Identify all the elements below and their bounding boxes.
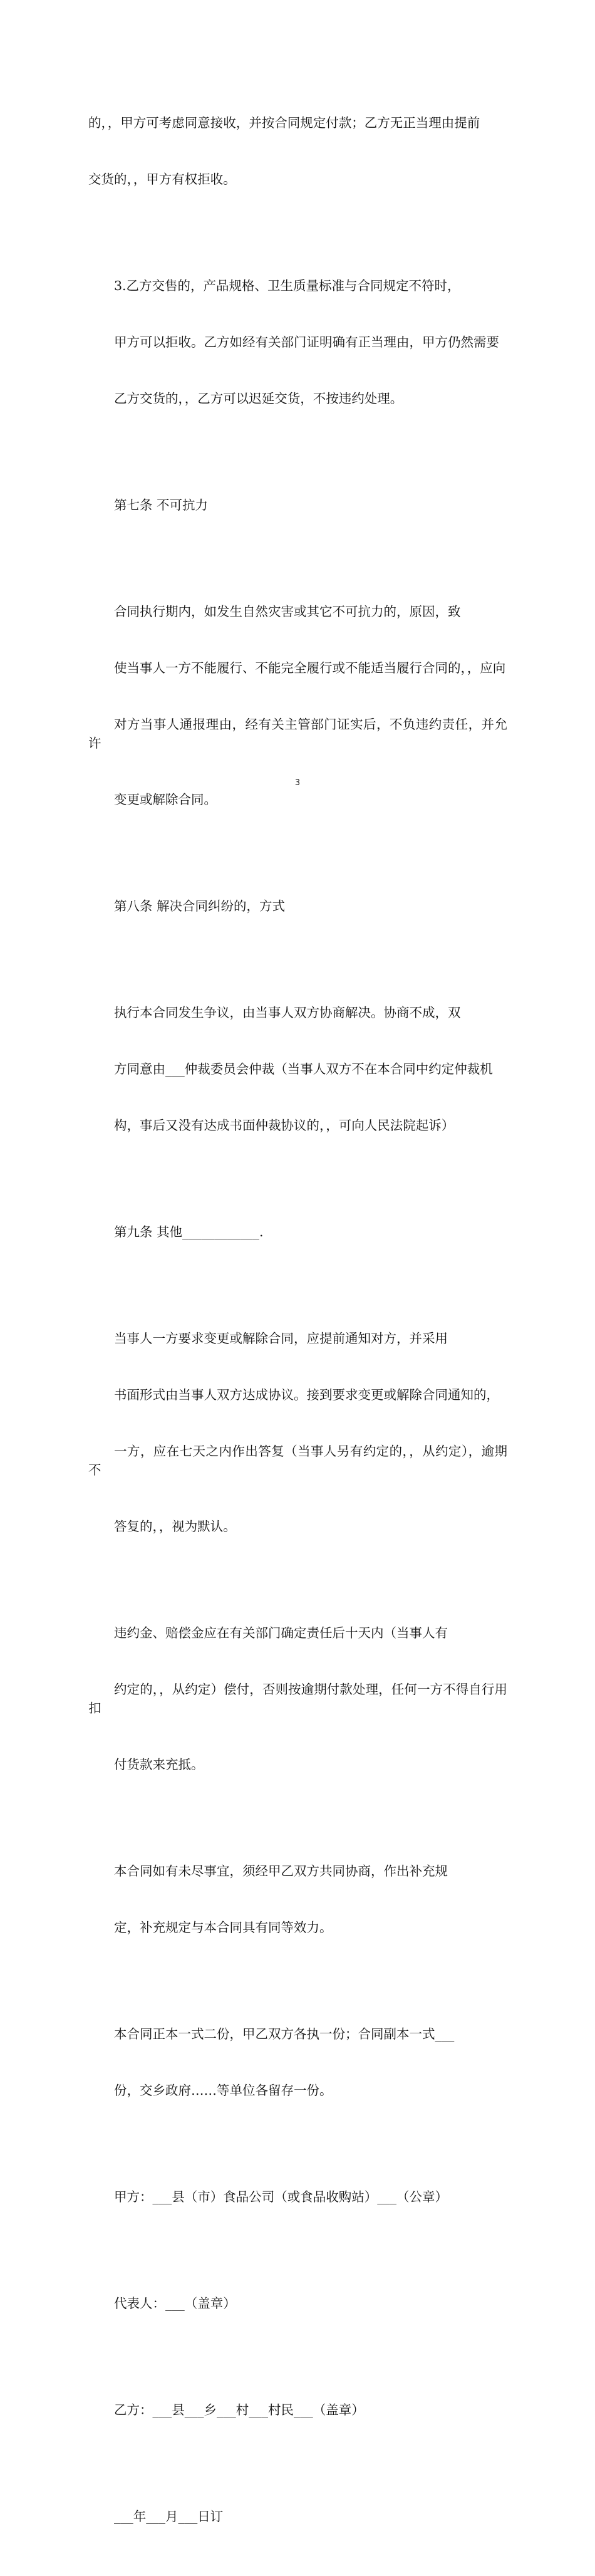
- text-line: 甲方：___县（市）食品公司（或食品收购站）___（公章）: [114, 2189, 448, 2204]
- signature-date: [88, 2469, 507, 2563]
- page-number: 3: [294, 778, 301, 788]
- text-line: 第七条 不可抗力: [114, 498, 209, 513]
- paragraph-penalty: [88, 1586, 507, 1812]
- paragraph-contract-change: [88, 1291, 507, 1573]
- signature-party-b: [88, 2363, 507, 2457]
- text-line: 方同意由___仲裁委员会仲裁（当事人双方不在本合同中约定仲裁机: [114, 1061, 493, 1077]
- paragraph-copies: [88, 1987, 507, 2137]
- text-line: 变更或解除合同。: [114, 792, 217, 807]
- text-line: 构，事后又没有达成书面仲裁协议的，，可向人民法院起诉）: [114, 1118, 455, 1133]
- text-line: 乙方交货的，，乙方可以迟延交货，不按违约处理。: [114, 391, 403, 406]
- signature-representative: [88, 2256, 507, 2350]
- text-line: 一方，应在七天之内作出答复（当事人另有约定的，，从约定），逾期不: [88, 1444, 507, 1478]
- article-8-heading: [88, 859, 507, 953]
- document-body: [88, 76, 507, 2576]
- article-7-heading: [88, 458, 507, 552]
- text-line: ___年___月___日订: [114, 2509, 224, 2524]
- text-line: 合同执行期内，如发生自然灾害或其它不可抗力的，原因，致: [114, 604, 461, 619]
- text-line: 份，交乡政府……等单位各留存一份。: [114, 2083, 333, 2098]
- text-line: 约定的，，从约定）偿付，否则按逾期付款处理，任何一方不得自行用扣: [88, 1682, 507, 1716]
- signature-party-a: [88, 2150, 507, 2244]
- text-line: 代表人：___（盖章）: [114, 2296, 236, 2311]
- article-9-heading: [88, 1185, 507, 1279]
- paragraph-rejection-early-delivery: [88, 76, 507, 226]
- paragraph-clause-3-quality: [88, 239, 507, 446]
- text-line: 执行本合同发生争议，由当事人双方协商解决。协商不成，双: [114, 1005, 461, 1020]
- text-line: 书面形式由当事人双方达成协议。接到要求变更或解除合同通知的，: [114, 1387, 499, 1402]
- paragraph-dispute-resolution: [88, 966, 507, 1172]
- text-line: 本合同正本一式二份，甲乙双方各执一份；合同副本一式___: [114, 2026, 455, 2042]
- text-line: 使当事人一方不能履行、不能完全履行或不能适当履行合同的，，应向: [114, 660, 506, 675]
- text-line: 本合同如有未尽事宜，须经甲乙双方共同协商，作出补充规: [114, 1864, 448, 1879]
- text-line: 乙方：___县___乡___村___村民___（盖章）: [114, 2402, 365, 2417]
- text-line: 答复的，，视为默认。: [114, 1519, 236, 1534]
- text-line: 第九条 其他____________.: [114, 1224, 264, 1239]
- text-line: 交货的，，甲方有权拒收。: [88, 172, 236, 187]
- text-line: 第八条 解决合同纠纷的，方式: [114, 899, 286, 914]
- text-line: 3.乙方交售的，产品规格、卫生质量标准与合同规定不符时，: [114, 278, 460, 293]
- text-line: 付货款来充抵。: [114, 1757, 204, 1772]
- text-line: 当事人一方要求变更或解除合同，应提前通知对方，并采用: [114, 1331, 448, 1346]
- text-line: 违约金、赔偿金应在有关部门确定责任后十天内（当事人有: [114, 1625, 448, 1640]
- paragraph-force-majeure: [88, 565, 507, 847]
- text-line: 的，，甲方可考虑同意接收，并按合同规定付款；乙方无正当理由提前: [88, 115, 480, 130]
- text-line: 定，补充规定与本合同具有同等效力。: [114, 1920, 333, 1935]
- paragraph-supplementary: [88, 1824, 507, 1974]
- text-line: 对方当事人通报理由，经有关主管部门证实后，不负违约责任，并允许: [88, 717, 507, 751]
- text-line: 甲方可以拒收。乙方如经有关部门证明确有正当理由，甲方仍然需要: [114, 335, 499, 350]
